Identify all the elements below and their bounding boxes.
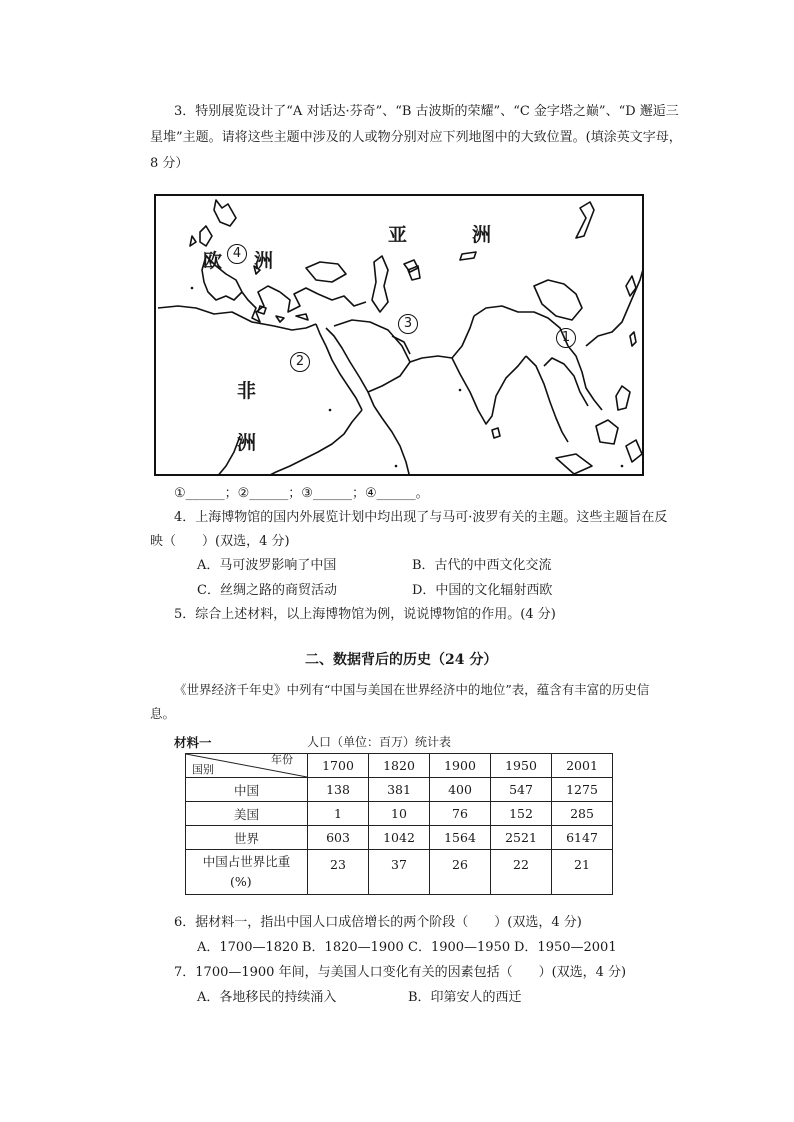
table-row bbox=[186, 778, 613, 802]
table-header-year: 1900 bbox=[430, 754, 491, 778]
map-label-asia-1: 亚 bbox=[388, 224, 408, 246]
table-cell: 285 bbox=[552, 802, 613, 826]
table-cell: 152 bbox=[491, 802, 552, 826]
section-2-intro-line-2: 息。 bbox=[150, 706, 176, 721]
table-cell: 76 bbox=[430, 802, 491, 826]
table-cell: 1 bbox=[308, 802, 369, 826]
world-map bbox=[154, 194, 644, 476]
table-cell: 1275 bbox=[552, 778, 613, 802]
section-2-intro-line-1: 《世界经济千年史》中列有“中国与美国在世界经济中的地位”表，蕴含有丰富的历史信 bbox=[174, 682, 650, 697]
table-header-year: 1950 bbox=[491, 754, 552, 778]
header-year-label: 年份 bbox=[271, 753, 293, 766]
row-label-world: 世界 bbox=[186, 826, 308, 850]
map-marker-3: 3 bbox=[398, 314, 418, 334]
table-header-year: 1820 bbox=[369, 754, 430, 778]
table-row bbox=[186, 802, 613, 826]
table-cell: 21 bbox=[552, 850, 613, 895]
table-cell: 26 bbox=[430, 850, 491, 895]
table-cell: 2521 bbox=[491, 826, 552, 850]
q4-line-2: 映（ ）(双选，4 分) bbox=[150, 534, 290, 549]
table-cell: 381 bbox=[369, 778, 430, 802]
q6-option-c[interactable]: C．1900—1950 bbox=[408, 940, 511, 955]
q6-option-a[interactable]: A．1700—1820 bbox=[197, 940, 299, 955]
table-cell: 603 bbox=[308, 826, 369, 850]
row-label-china: 中国 bbox=[186, 778, 308, 802]
q7-stem: 7．1700—1900 年间，与美国人口变化有关的因素包括（ ）(双选，4 分) bbox=[174, 965, 627, 980]
q3-line-3: 8 分） bbox=[150, 156, 189, 171]
ratio-label-line-1: 中国占世界比重 bbox=[202, 854, 291, 869]
map-label-europe-1: 欧 bbox=[203, 250, 223, 272]
q6-stem: 6．据材料一，指出中国人口成倍增长的两个阶段（ ）(双选，4 分) bbox=[174, 915, 582, 930]
table-caption: 人口（单位：百万）统计表 bbox=[307, 735, 452, 749]
q4-line-1: 4．上海博物馆的国内外展览计划中均出现了与马可·波罗有关的主题。这些主题旨在反 bbox=[174, 510, 668, 525]
q4-option-a[interactable]: A．马可波罗影响了中国 bbox=[197, 558, 337, 573]
table-cell: 6147 bbox=[552, 826, 613, 850]
table-cell: 22 bbox=[491, 850, 552, 895]
map-label-africa-2: 洲 bbox=[237, 432, 257, 454]
table-cell: 400 bbox=[430, 778, 491, 802]
map-label-asia-2: 洲 bbox=[472, 224, 492, 246]
map-marker-4: 4 bbox=[227, 244, 247, 264]
q7-option-a[interactable]: A．各地移民的持续涌入 bbox=[197, 990, 337, 1005]
table-header-row bbox=[186, 754, 613, 778]
material-1-label: 材料一 bbox=[174, 735, 212, 750]
table-cell: 23 bbox=[308, 850, 369, 895]
table-row bbox=[186, 826, 613, 850]
map-label-europe-2: 洲 bbox=[254, 250, 274, 272]
map-label-africa-1: 非 bbox=[237, 380, 257, 402]
q4-option-b[interactable]: B．古代的中西文化交流 bbox=[412, 558, 552, 573]
q6-option-b[interactable]: B．1820—1900 bbox=[302, 940, 404, 955]
q4-option-c[interactable]: C．丝绸之路的商贸活动 bbox=[197, 583, 337, 598]
population-table bbox=[185, 753, 613, 895]
answer-blanks[interactable]: ①______；②______；③______；④______。 bbox=[174, 486, 429, 501]
row-label-ratio bbox=[186, 850, 308, 895]
table-cell: 547 bbox=[491, 778, 552, 802]
table-cell: 1042 bbox=[369, 826, 430, 850]
map-marker-1: 1 bbox=[556, 328, 576, 348]
table-cell: 10 bbox=[369, 802, 430, 826]
q6-option-d[interactable]: D．1950—2001 bbox=[514, 940, 617, 955]
q4-option-d[interactable]: D．中国的文化辐射西欧 bbox=[412, 583, 553, 598]
table-cell: 138 bbox=[308, 778, 369, 802]
table-cell: 37 bbox=[369, 850, 430, 895]
q5-text: 5．综合上述材料，以上海博物馆为例，说说博物馆的作用。(4 分) bbox=[174, 607, 556, 622]
header-country-label: 国别 bbox=[192, 763, 214, 776]
q7-option-b[interactable]: B．印第安人的西迁 bbox=[408, 990, 522, 1005]
table-header-year: 2001 bbox=[552, 754, 613, 778]
ratio-label-line-2: (%) bbox=[230, 874, 252, 889]
section-2-title: 二、数据背后的历史（24 分） bbox=[305, 652, 498, 668]
q3-line-2: 星堆”主题。请将这些主题中涉及的人或物分别对应下列地图中的大致位置。(填涂英文字母， bbox=[150, 130, 682, 145]
q3-line-1: 3．特别展览设计了“A 对话达·芬奇”、“B 古波斯的荣耀”、“C 金字塔之巅”、“D 邂逅三 bbox=[174, 104, 679, 119]
map-marker-2: 2 bbox=[290, 352, 310, 372]
table-header-year: 1700 bbox=[308, 754, 369, 778]
table-row bbox=[186, 850, 613, 895]
table-corner-cell bbox=[186, 754, 308, 778]
row-label-usa: 美国 bbox=[186, 802, 308, 826]
table-cell: 1564 bbox=[430, 826, 491, 850]
